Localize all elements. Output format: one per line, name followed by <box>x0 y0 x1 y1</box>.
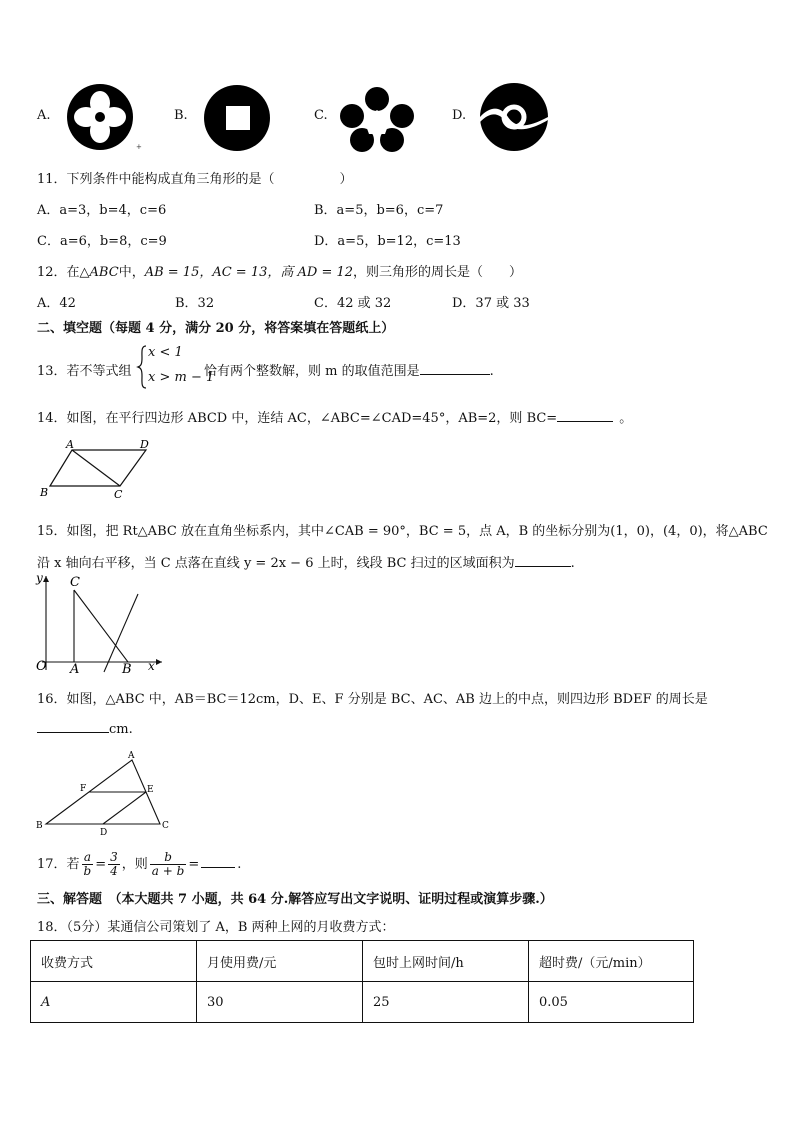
table-header-row <box>31 941 694 982</box>
answer-blank[interactable] <box>201 859 235 868</box>
q13-inequality-2: x > m − 1 <box>148 370 215 385</box>
label-x: x <box>148 659 155 673</box>
fee-table <box>30 940 694 1023</box>
q12-option-a: A．42 <box>37 296 76 311</box>
option-b-label: B. <box>174 108 188 123</box>
q11-option-c: C．a=6，b=8，c=9 <box>37 234 167 249</box>
table-row <box>31 982 694 1023</box>
label-c: C <box>162 821 169 831</box>
label-d: D <box>100 828 108 838</box>
coordinate-figure <box>34 570 174 674</box>
q12-option-c: C．42 或 32 <box>314 296 392 311</box>
svg-text:+: + <box>136 143 142 151</box>
table-header-cell: 超时费/（元/min） <box>529 941 694 982</box>
section-2-heading: 二、填空题（每题 4 分，满分 20 分，将答案填在答题纸上） <box>37 321 395 336</box>
label-b: B <box>36 821 43 831</box>
q13-post: 恰有两个整数解，则 m 的取值范围是 . <box>204 364 494 379</box>
table-header-cell: 月使用费/元 <box>197 941 363 982</box>
label-y: y <box>36 571 43 585</box>
answer-blank[interactable] <box>557 409 613 422</box>
q18-stem: 18．（5分）某通信公司策划了 A，B 两种上网的月收费方式： <box>37 920 395 935</box>
table-header-cell: 收费方式 <box>31 941 197 982</box>
label-b: B <box>122 662 132 674</box>
label-a: A <box>70 662 80 674</box>
label-d: D <box>140 438 149 451</box>
answer-blank[interactable] <box>37 720 109 733</box>
label-a: A <box>128 751 135 761</box>
option-c-label: C. <box>314 108 328 123</box>
label-f: F <box>80 784 87 794</box>
q12-option-b: B．32 <box>175 296 215 311</box>
option-d-figure <box>478 82 552 152</box>
option-a-figure <box>66 83 142 153</box>
q15-line-2: 沿 x 轴向右平移，当 C 点落在直线 y = 2x − 6 上时，线段 BC 扫过的区域面积为 . <box>37 556 575 571</box>
answer-blank[interactable] <box>515 554 571 567</box>
q11-option-b: B．a=5，b=6，c=7 <box>314 203 444 218</box>
q11-option-d: D．a=5，b=12，c=13 <box>314 234 461 249</box>
q11-option-a: A．a=3，b=4，c=6 <box>37 203 167 218</box>
q12-conditions: AB = 15，AC = 13，高 AD = 12 <box>144 265 354 280</box>
answer-blank[interactable] <box>420 362 490 375</box>
option-c-figure <box>340 86 414 152</box>
brace-symbol <box>136 344 148 390</box>
table-cell: 0.05 <box>529 982 694 1023</box>
label-b: B <box>40 486 49 499</box>
parallelogram-figure <box>38 438 158 500</box>
triangle-figure <box>34 748 178 838</box>
table-cell: 30 <box>197 982 363 1023</box>
q16-line-2: cm. <box>37 720 133 737</box>
q12-option-d: D．37 或 33 <box>452 296 530 311</box>
option-b-figure <box>202 84 272 152</box>
q15-line-1: 15．如图，把 Rt△ABC 放在直角坐标系内，其中∠CAB = 90°，BC = 5，点 A，B 的坐标分别为(1，0)，(4，0)，将△ABC <box>37 524 768 539</box>
table-cell: 25 <box>363 982 529 1023</box>
section-3-heading: 三、解答题 （本大题共 7 小题，共 64 分.解答应写出文字说明、证明过程或演算步骤.） <box>37 892 553 907</box>
table-cell: A <box>31 982 197 1023</box>
label-c: C <box>114 488 123 500</box>
q16-line-1: 16．如图，△ABC 中，AB＝BC＝12cm，D、E、F 分别是 BC、AC、AB 边上的中点，则四边形 BDEF 的周长是 <box>37 692 708 707</box>
q13-inequality-1: x < 1 <box>148 345 183 360</box>
label-a: A <box>66 438 74 451</box>
q14-stem: 14．如图，在平行四边形 ABCD 中，连结 AC，∠ABC=∠CAD=45°，AB=2，则 BC= 。 <box>37 411 633 426</box>
q13-pre: 13．若不等式组 <box>37 364 132 379</box>
label-o: O <box>36 659 47 674</box>
q11-stem: 11．下列条件中能构成直角三角形的是（ ） <box>37 172 353 187</box>
q12-stem: 12．在△ABC中，AB = 15，AC = 13，高 AD = 12，则三角形的周长是（ ） <box>37 265 523 280</box>
table-header-cell: 包时上网时间/h <box>363 941 529 982</box>
label-c: C <box>70 575 80 590</box>
q17-stem: 17．若 $\frac{a}{b}$ = $\frac{3}{4}$ ，则 $\frac{b}{a + b}$ = . <box>37 850 242 878</box>
option-d-label: D. <box>452 108 467 123</box>
option-a-label: A. <box>37 108 51 123</box>
label-e: E <box>147 785 154 795</box>
